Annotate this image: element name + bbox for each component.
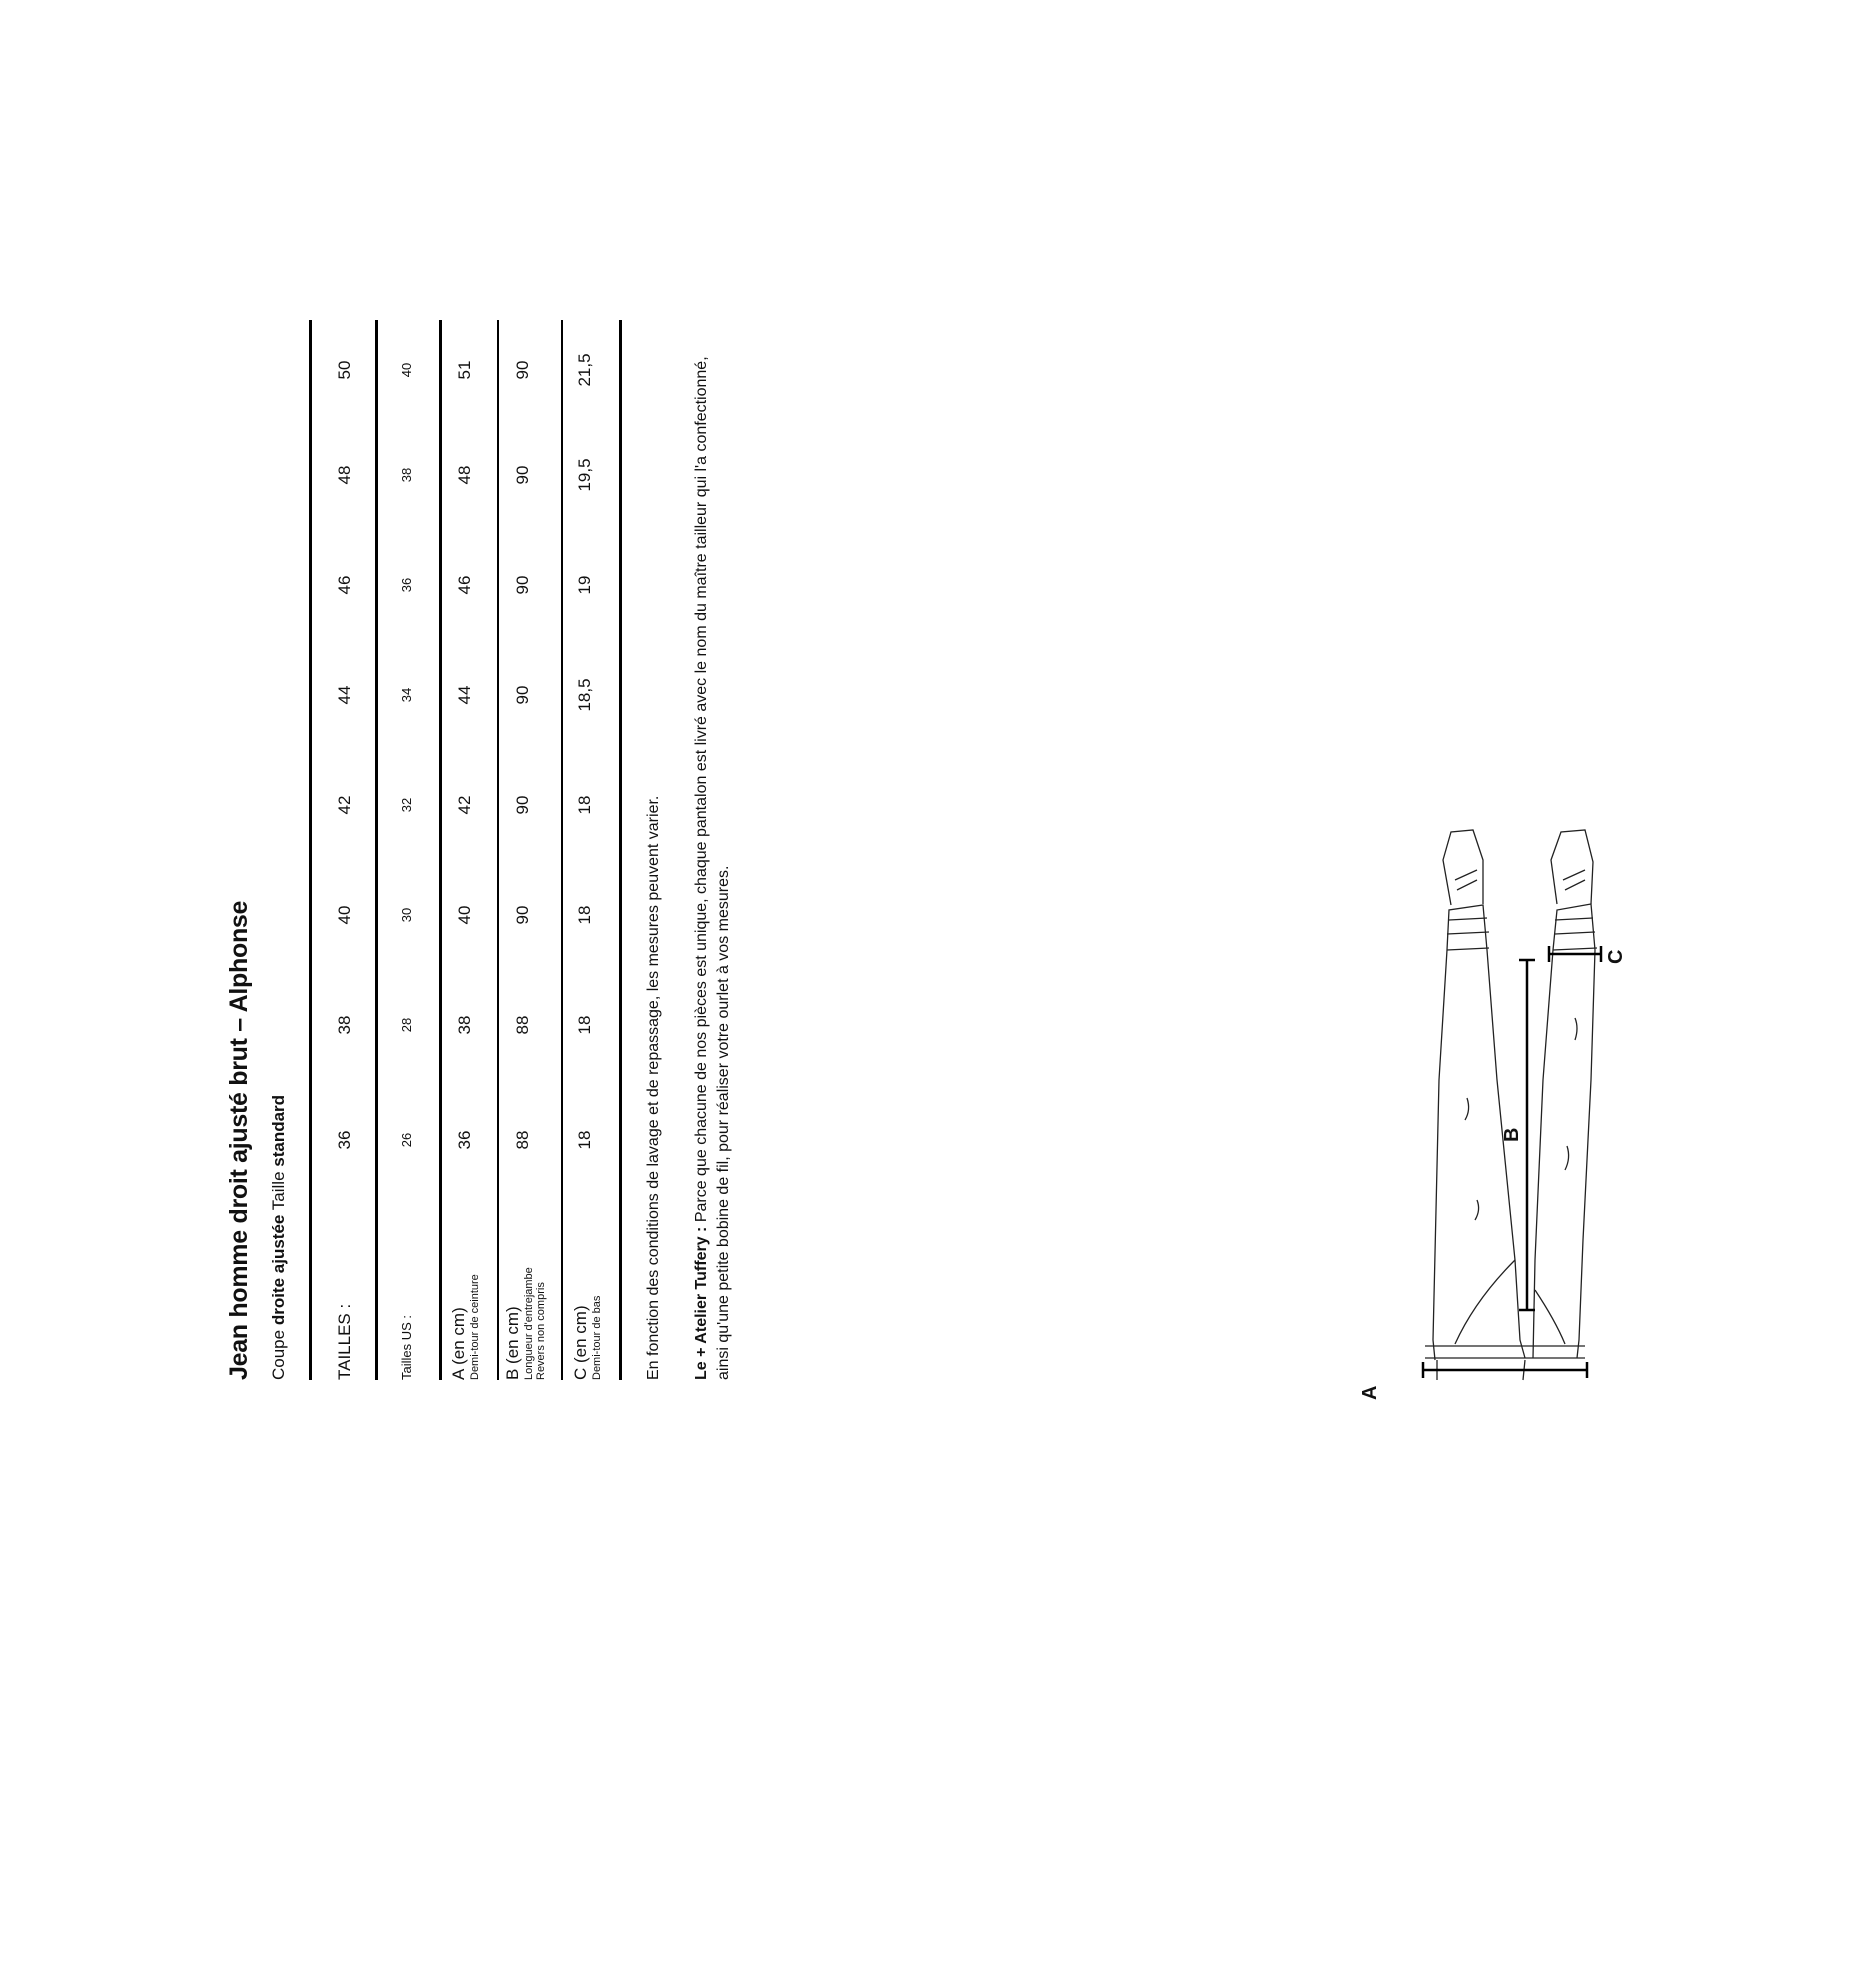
table-cell: 50 <box>335 360 354 380</box>
table-cell: 21,5 <box>575 353 594 387</box>
table-cell: 88 <box>513 1130 532 1150</box>
table-cell: 30 <box>399 907 414 923</box>
subtitle-fit: droite ajustée <box>269 1214 288 1326</box>
subtitle-mid: Taille <box>269 1166 288 1215</box>
tuffery-note-text: Parce que chacune de nos pièces est unique, chaque pantalon est livré avec le nom du maître tailleur qui l'a confectionné, ainsi qu'une petite bobine de fil, pour réaliser votre ourlet à vos mesures. <box>693 356 732 1380</box>
size-guide-sheet <box>225 280 1627 1400</box>
table-cell: 19,5 <box>575 458 594 492</box>
table-row-a <box>445 320 493 1380</box>
table-cell: 46 <box>335 575 354 595</box>
jeans-measurement-illustration <box>1359 820 1870 1400</box>
page-title: Jean homme droit ajusté brut – Alphonse <box>225 900 253 1380</box>
table-cell: 36 <box>399 577 414 593</box>
table-cell: 40 <box>455 905 474 925</box>
table-cell: 40 <box>335 905 354 925</box>
row-label-text: Tailles US : <box>399 1314 414 1380</box>
table-row-tailles <box>325 320 367 1380</box>
row-label-sub: Longueur d'entrejambe <box>523 1267 535 1380</box>
row-label-text: A (en cm) <box>449 1307 468 1380</box>
table-cell: 42 <box>455 795 474 815</box>
row-label-sub: Demi-tour de ceinture <box>469 1274 481 1380</box>
row-label-text: B (en cm) <box>503 1306 522 1380</box>
table-rule-bottom <box>619 320 622 1380</box>
row-label-text: C (en cm) <box>571 1305 590 1380</box>
label-c: C <box>1605 949 1627 964</box>
table-cell: 90 <box>513 465 532 485</box>
table-cell: 90 <box>513 575 532 595</box>
table-cell: 46 <box>455 575 474 595</box>
tuffery-note <box>691 320 735 1380</box>
table-rule <box>561 320 563 1380</box>
table-cell: 36 <box>335 1130 354 1150</box>
jeans-drawing <box>1365 820 1865 1380</box>
table-row-c <box>565 320 613 1380</box>
tuffery-note-title: Le + Atelier Tuffery : <box>693 1226 710 1380</box>
table-cell: 48 <box>335 465 354 485</box>
table-cell: 44 <box>455 685 474 705</box>
table-cell: 90 <box>513 905 532 925</box>
table-cell: 28 <box>399 1017 414 1033</box>
table-cell: 34 <box>399 687 414 703</box>
table-cell: 36 <box>455 1130 474 1150</box>
row-label-sub: Demi-tour de bas <box>591 1295 603 1380</box>
table-cell: 90 <box>513 795 532 815</box>
table-row-us <box>385 320 427 1380</box>
label-b: B <box>1501 1127 1523 1142</box>
row-label-text: TAILLES : <box>335 1303 354 1380</box>
fit-subtitle <box>269 1095 289 1380</box>
subtitle-size: standard <box>269 1094 288 1167</box>
subtitle-prefix: Coupe <box>269 1325 288 1380</box>
washing-note: En fonction des conditions de lavage et de repassage, les mesures peuvent varier. <box>645 795 662 1380</box>
table-cell: 38 <box>455 1015 474 1035</box>
table-row-b <box>501 320 551 1380</box>
table-cell: 26 <box>399 1132 414 1148</box>
table-cell: 18 <box>575 1015 594 1035</box>
table-cell: 44 <box>335 685 354 705</box>
table-cell: 51 <box>455 360 474 380</box>
table-cell: 18,5 <box>575 678 594 712</box>
row-label-sub2: Revers non compris <box>535 1282 547 1380</box>
table-cell: 18 <box>575 1130 594 1150</box>
table-cell: 40 <box>399 362 414 378</box>
table-rule <box>497 320 499 1380</box>
table-cell: 32 <box>399 797 414 813</box>
table-rule <box>439 320 442 1380</box>
table-rule <box>375 320 378 1380</box>
label-a: A <box>1359 1385 1381 1400</box>
table-cell: 90 <box>513 360 532 380</box>
table-cell: 90 <box>513 685 532 705</box>
table-cell: 18 <box>575 905 594 925</box>
table-cell: 18 <box>575 795 594 815</box>
table-cell: 42 <box>335 795 354 815</box>
table-cell: 38 <box>335 1015 354 1035</box>
table-rule-top <box>309 320 312 1380</box>
table-cell: 38 <box>399 467 414 483</box>
table-cell: 48 <box>455 465 474 485</box>
table-cell: 19 <box>575 575 594 595</box>
table-cell: 88 <box>513 1015 532 1035</box>
